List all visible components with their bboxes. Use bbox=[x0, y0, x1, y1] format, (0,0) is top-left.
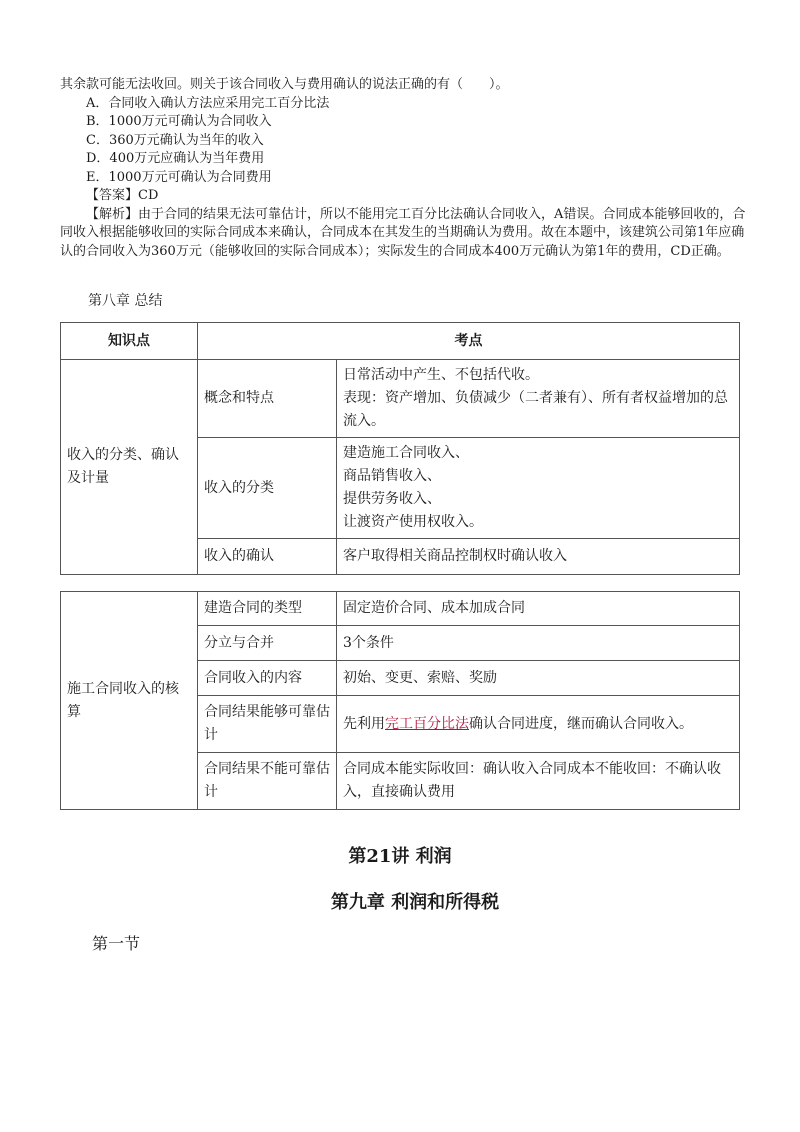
content-line: 客户取得相关商品控制权时确认收入 bbox=[343, 548, 567, 564]
topic-cell: 收入的分类 bbox=[198, 438, 337, 539]
content-cell: 3个条件 bbox=[337, 626, 740, 661]
content-line: 商品销售收入、 bbox=[343, 468, 441, 484]
content-cell: 固定造价合同、成本加成合同 bbox=[337, 592, 740, 626]
answer-label: 【答案】 bbox=[86, 188, 139, 203]
explanation-label: 【解析】 bbox=[86, 206, 139, 222]
content-line: 日常活动中产生、不包括代收。 bbox=[343, 367, 539, 383]
highlighted-term-link[interactable]: 完工百分比法 bbox=[385, 715, 469, 732]
topic-cell: 合同结果能够可靠估计 bbox=[198, 696, 337, 753]
lecture-title: 第21讲 利润 bbox=[348, 846, 452, 867]
topic-cell: 合同结果不能可靠估计 bbox=[198, 753, 337, 810]
table-header-row bbox=[61, 323, 740, 360]
summary-table-1 bbox=[60, 322, 740, 575]
content-cell bbox=[337, 696, 740, 753]
option-c: C．360万元确认为当年的收入 bbox=[86, 132, 264, 148]
topic-cell: 分立与合并 bbox=[198, 626, 337, 661]
content-prefix: 先利用 bbox=[343, 715, 385, 732]
section-title: 第一节 bbox=[92, 934, 141, 953]
answer-line bbox=[60, 187, 750, 206]
question-block bbox=[60, 76, 750, 261]
option-b: B．1000万元可确认为合同收入 bbox=[86, 114, 272, 129]
content-cell bbox=[337, 539, 740, 575]
summary-table-2 bbox=[60, 591, 740, 810]
topic-cell: 收入的确认 bbox=[198, 539, 337, 575]
content-line: 建造施工合同收入、 bbox=[343, 445, 469, 461]
explanation bbox=[60, 206, 750, 262]
option-d: D．400万元应确认为当年费用 bbox=[86, 151, 265, 166]
chapter-summary-title: 第八章 总结 bbox=[88, 293, 163, 309]
topic-cell: 建造合同的类型 bbox=[198, 592, 337, 626]
option-a: A．合同收入确认方法应采用完工百分比法 bbox=[86, 95, 330, 111]
header-knowledge: 知识点 bbox=[61, 323, 198, 360]
option-e: E．1000万元可确认为合同费用 bbox=[86, 169, 272, 185]
answer-value: CD bbox=[138, 188, 159, 203]
header-exam-points: 考点 bbox=[198, 323, 740, 360]
content-cell: 初始、变更、索赔、奖励 bbox=[337, 661, 740, 696]
content-cell: 合同成本能实际收回：确认收入合同成本不能收回：不确认收入，直接确认费用 bbox=[337, 753, 740, 810]
topic-cell: 概念和特点 bbox=[198, 360, 337, 438]
explanation-text: 由于合同的结果无法可靠估计，所以不能用完工百分比法确认合同收入，A错误。合同成本能够回收的，合同收入根据能够收回的实际合同成本来确认，合同成本在其发生的当期确认为费用。故在本题中，该建筑公司第1年应确认的合同收入为360万元（能够收回的实际合同成本）；实际发生的合同成本400万元确认为第1年的费用，CD正确。 bbox=[60, 206, 746, 259]
group-cell: 施工合同收入的核算 bbox=[61, 592, 198, 810]
table-row bbox=[61, 360, 740, 438]
question-tail: 其余款可能无法收回。则关于该合同收入与费用确认的说法正确的有（ ）。 bbox=[60, 77, 509, 92]
chapter-title: 第九章 利润和所得税 bbox=[330, 892, 500, 913]
content-cell bbox=[337, 438, 740, 539]
topic-cell: 合同收入的内容 bbox=[198, 661, 337, 696]
content-line: 提供劳务收入、 bbox=[343, 491, 441, 507]
content-cell bbox=[337, 360, 740, 438]
content-line: 表现：资产增加、负债减少（二者兼有）、所有者权益增加的总流入。 bbox=[343, 390, 728, 429]
table-row bbox=[61, 592, 740, 626]
group-cell: 收入的分类、确认及计量 bbox=[61, 360, 198, 575]
content-line: 让渡资产使用权收入。 bbox=[343, 514, 483, 530]
content-suffix: 确认合同进度，继而确认合同收入。 bbox=[469, 715, 693, 732]
